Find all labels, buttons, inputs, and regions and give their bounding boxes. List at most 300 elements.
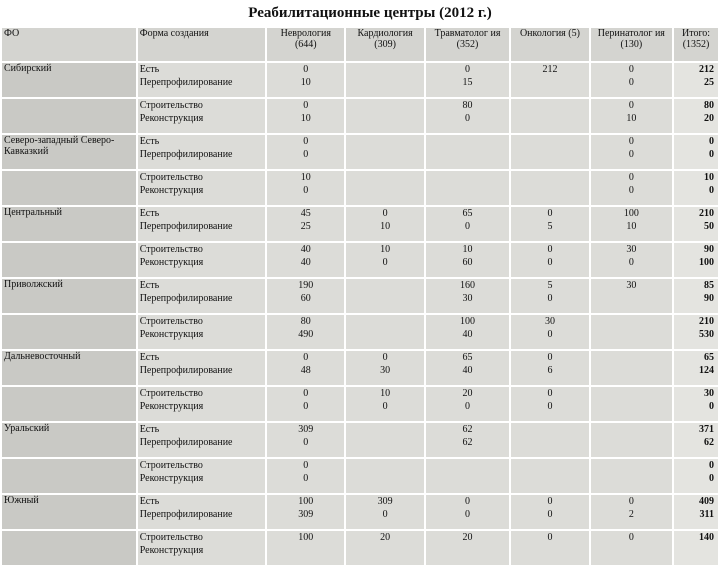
cell-form: [138, 495, 265, 529]
cell-perinatology: [591, 63, 672, 97]
value: 10: [626, 113, 637, 124]
cell-total: [674, 279, 718, 313]
value: [513, 423, 586, 436]
value: 60: [462, 257, 473, 268]
header-cardiology: Кардиология (309): [346, 28, 423, 61]
value: 40: [462, 329, 473, 340]
value: 2: [628, 509, 634, 520]
cell-neurology: [267, 351, 344, 385]
cell-perinatology: [591, 495, 672, 529]
table-row: [2, 135, 718, 169]
form-line: Есть: [139, 280, 160, 291]
cell-cardiology: [346, 99, 423, 133]
cell-total: [674, 207, 718, 241]
value: 0: [303, 352, 309, 363]
cell-oncology: [511, 99, 588, 133]
cell-fo: [2, 387, 136, 421]
table-row: [2, 63, 718, 97]
value: 309: [377, 496, 393, 507]
value: 60: [300, 293, 311, 304]
value: 212: [542, 64, 558, 75]
value: 30: [626, 280, 637, 291]
value: [348, 423, 421, 436]
total-value: 65: [704, 352, 714, 363]
table-row: [2, 459, 718, 493]
table-row: [2, 423, 718, 457]
value: [348, 459, 421, 472]
table-row: [2, 495, 718, 529]
cell-form: [138, 243, 265, 277]
cell-fo: [2, 99, 136, 133]
form-line: Реконструкция: [139, 185, 204, 196]
form-line: Перепрофилирование: [139, 77, 233, 88]
value: [428, 135, 508, 148]
value: [348, 148, 421, 161]
cell-traumatology: [426, 279, 510, 313]
cell-traumatology: [426, 459, 510, 493]
form-line: Перепрофилирование: [139, 293, 233, 304]
value: 0: [628, 64, 634, 75]
value: 0: [303, 64, 309, 75]
cell-total: [674, 387, 718, 421]
cell-fo: Сибирский: [2, 63, 136, 97]
cell-fo: Приволжский: [2, 279, 136, 313]
cell-oncology: [511, 135, 588, 169]
cell-cardiology: [346, 531, 423, 565]
form-line: Перепрофилирование: [139, 149, 233, 160]
total-value: 85: [704, 280, 714, 291]
cell-traumatology: [426, 171, 510, 205]
value: 0: [465, 401, 471, 412]
cell-perinatology: [591, 531, 672, 565]
total-value: 530: [699, 329, 714, 340]
value: 30: [626, 244, 637, 255]
value: 40: [300, 244, 311, 255]
value: 0: [303, 149, 309, 160]
value: 0: [303, 136, 309, 147]
header-oncology: Онкология (5): [511, 28, 588, 61]
value: 20: [462, 388, 473, 399]
value: 62: [462, 424, 473, 435]
cell-form: [138, 531, 265, 565]
total-value: 50: [704, 221, 714, 232]
value: 0: [303, 437, 309, 448]
value: 45: [300, 208, 311, 219]
value: 80: [300, 316, 311, 327]
value: 0: [382, 208, 388, 219]
cell-oncology: [511, 63, 588, 97]
value: 5: [547, 221, 553, 232]
total-value: 210: [699, 316, 714, 327]
value: 0: [628, 136, 634, 147]
value: [348, 315, 421, 328]
value: [348, 76, 421, 89]
cell-fo: Дальневосточный: [2, 351, 136, 385]
form-line: Есть: [139, 496, 160, 507]
value: 20: [380, 532, 391, 543]
header-total: Итого: (1352): [674, 28, 718, 61]
cell-fo: Уральский: [2, 423, 136, 457]
value: [593, 436, 670, 449]
value: [593, 544, 670, 557]
value: 0: [303, 388, 309, 399]
cell-cardiology: [346, 63, 423, 97]
cell-cardiology: [346, 135, 423, 169]
value: [593, 315, 670, 328]
header-traumatology: Травматолог ия (352): [426, 28, 510, 61]
total-value: 371: [699, 424, 714, 435]
table-row: [2, 531, 718, 565]
value: 0: [465, 64, 471, 75]
cell-total: [674, 315, 718, 349]
table-row: [2, 279, 718, 313]
cell-form: [138, 63, 265, 97]
value: 0: [547, 208, 553, 219]
total-value: 25: [704, 77, 714, 88]
header-fo: ФО: [2, 28, 136, 61]
total-value: 0: [709, 460, 714, 471]
value: 10: [380, 388, 391, 399]
value: 30: [380, 365, 391, 376]
cell-perinatology: [591, 135, 672, 169]
value: 0: [547, 293, 553, 304]
value: [428, 472, 508, 485]
cell-cardiology: [346, 171, 423, 205]
total-value: 62: [704, 437, 714, 448]
value: 30: [462, 293, 473, 304]
cell-fo: [2, 243, 136, 277]
value: 0: [628, 77, 634, 88]
table-row: [2, 315, 718, 349]
cell-total: [674, 63, 718, 97]
total-value: 80: [704, 100, 714, 111]
value: 10: [380, 221, 391, 232]
cell-total: [674, 171, 718, 205]
cell-traumatology: [426, 387, 510, 421]
value: 100: [298, 532, 314, 543]
value: [513, 472, 586, 485]
value: 100: [623, 208, 639, 219]
form-line: Есть: [139, 64, 160, 75]
header-row: [2, 28, 718, 61]
header-form: Форма создания: [138, 28, 265, 61]
value: [348, 184, 421, 197]
value: 10: [462, 244, 473, 255]
value: 15: [462, 77, 473, 88]
value: 0: [303, 401, 309, 412]
value: 100: [460, 316, 476, 327]
value: 80: [462, 100, 473, 111]
value: [348, 112, 421, 125]
value: 0: [547, 509, 553, 520]
cell-cardiology: [346, 387, 423, 421]
header-perinatology: Перинатолог ия (130): [591, 28, 672, 61]
cell-perinatology: [591, 207, 672, 241]
form-line: Строительство: [139, 172, 203, 183]
value: [513, 112, 586, 125]
total-value: 124: [699, 365, 714, 376]
value: 0: [382, 401, 388, 412]
cell-perinatology: [591, 351, 672, 385]
value: [348, 99, 421, 112]
value: [428, 171, 508, 184]
value: [513, 99, 586, 112]
cell-total: [674, 99, 718, 133]
cell-fo: [2, 459, 136, 493]
value: 10: [300, 113, 311, 124]
cell-neurology: [267, 315, 344, 349]
total-value: 212: [699, 64, 714, 75]
value: 0: [303, 460, 309, 471]
form-line: Реконструкция: [139, 329, 204, 340]
cell-traumatology: [426, 63, 510, 97]
table-row: [2, 351, 718, 385]
cell-form: [138, 279, 265, 313]
cell-oncology: [511, 279, 588, 313]
cell-traumatology: [426, 135, 510, 169]
cell-oncology: [511, 495, 588, 529]
value: 0: [547, 388, 553, 399]
cell-perinatology: [591, 279, 672, 313]
value: 62: [462, 437, 473, 448]
value: [593, 400, 670, 413]
value: [428, 148, 508, 161]
cell-cardiology: [346, 243, 423, 277]
value: 6: [547, 365, 553, 376]
value: [348, 171, 421, 184]
value: [513, 148, 586, 161]
form-line: Перепрофилирование: [139, 221, 233, 232]
form-line: Реконструкция: [139, 257, 204, 268]
value: 40: [300, 257, 311, 268]
value: 0: [303, 185, 309, 196]
value: 0: [303, 100, 309, 111]
form-line: Строительство: [139, 532, 203, 543]
cell-form: [138, 171, 265, 205]
form-line: Строительство: [139, 244, 203, 255]
cell-neurology: [267, 387, 344, 421]
total-value: 0: [709, 401, 714, 412]
cell-cardiology: [346, 459, 423, 493]
value: [348, 544, 421, 557]
cell-form: [138, 135, 265, 169]
cell-neurology: [267, 495, 344, 529]
value: [593, 328, 670, 341]
cell-neurology: [267, 171, 344, 205]
form-line: Реконструкция: [139, 473, 204, 484]
cell-oncology: [511, 387, 588, 421]
total-value: 10: [704, 172, 714, 183]
cell-traumatology: [426, 351, 510, 385]
value: 25: [300, 221, 311, 232]
value: [513, 135, 586, 148]
value: [593, 387, 670, 400]
table-row: [2, 99, 718, 133]
value: [593, 459, 670, 472]
total-value: 140: [699, 532, 714, 543]
value: [593, 364, 670, 377]
form-line: Есть: [139, 136, 160, 147]
total-value: 0: [709, 473, 714, 484]
total-value: 0: [709, 185, 714, 196]
value: [348, 135, 421, 148]
value: 190: [298, 280, 314, 291]
value: 0: [382, 257, 388, 268]
cell-neurology: [267, 459, 344, 493]
cell-traumatology: [426, 423, 510, 457]
value: 0: [303, 473, 309, 484]
value: 65: [462, 208, 473, 219]
form-line: Реконструкция: [139, 401, 204, 412]
cell-cardiology: [346, 315, 423, 349]
value: [513, 171, 586, 184]
cell-neurology: [267, 531, 344, 565]
total-value: [676, 544, 714, 557]
form-line: Реконструкция: [139, 113, 204, 124]
value: 10: [380, 244, 391, 255]
form-line: Строительство: [139, 100, 203, 111]
cell-neurology: [267, 279, 344, 313]
cell-total: [674, 243, 718, 277]
cell-cardiology: [346, 351, 423, 385]
value: 0: [547, 352, 553, 363]
total-value: 210: [699, 208, 714, 219]
value: [513, 459, 586, 472]
form-line: Перепрофилирование: [139, 509, 233, 520]
cell-oncology: [511, 207, 588, 241]
value: 0: [547, 257, 553, 268]
total-value: 90: [704, 293, 714, 304]
table-row: [2, 387, 718, 421]
value: 0: [547, 401, 553, 412]
cell-perinatology: [591, 243, 672, 277]
value: [269, 544, 342, 557]
cell-total: [674, 135, 718, 169]
cell-form: [138, 459, 265, 493]
value: [428, 459, 508, 472]
value: [593, 351, 670, 364]
table-row: [2, 171, 718, 205]
cell-neurology: [267, 99, 344, 133]
cell-oncology: [511, 459, 588, 493]
cell-traumatology: [426, 531, 510, 565]
value: 309: [298, 424, 314, 435]
value: 0: [628, 100, 634, 111]
total-value: 0: [709, 149, 714, 160]
cell-total: [674, 495, 718, 529]
cell-traumatology: [426, 207, 510, 241]
cell-fo: [2, 531, 136, 565]
cell-oncology: [511, 351, 588, 385]
value: 0: [465, 113, 471, 124]
cell-perinatology: [591, 459, 672, 493]
value: 0: [382, 509, 388, 520]
value: 30: [544, 316, 555, 327]
value: 0: [547, 532, 553, 543]
cell-fo: [2, 315, 136, 349]
value: 160: [460, 280, 476, 291]
value: [513, 184, 586, 197]
value: 0: [628, 496, 634, 507]
cell-neurology: [267, 243, 344, 277]
value: [593, 292, 670, 305]
cell-form: [138, 423, 265, 457]
cell-fo: [2, 171, 136, 205]
form-line: Строительство: [139, 388, 203, 399]
value: 0: [547, 244, 553, 255]
cell-oncology: [511, 315, 588, 349]
cell-perinatology: [591, 423, 672, 457]
value: 0: [628, 185, 634, 196]
cell-traumatology: [426, 99, 510, 133]
value: 0: [628, 532, 634, 543]
total-value: 30: [704, 388, 714, 399]
value: 5: [547, 280, 553, 291]
value: 20: [462, 532, 473, 543]
form-line: Есть: [139, 424, 160, 435]
cell-form: [138, 387, 265, 421]
value: [348, 328, 421, 341]
header-neurology: Неврология (644): [267, 28, 344, 61]
value: 10: [300, 172, 311, 183]
cell-fo: Центральный: [2, 207, 136, 241]
total-value: 100: [699, 257, 714, 268]
value: 0: [628, 149, 634, 160]
value: 10: [626, 221, 637, 232]
table-row: [2, 243, 718, 277]
value: 0: [628, 172, 634, 183]
cell-fo: Северо-западный Северо-Кавказкий: [2, 135, 136, 169]
form-line: Перепрофилирование: [139, 365, 233, 376]
form-line: Реконструкция: [139, 545, 204, 556]
total-value: 90: [704, 244, 714, 255]
cell-oncology: [511, 171, 588, 205]
cell-total: [674, 423, 718, 457]
value: [513, 436, 586, 449]
value: 0: [465, 221, 471, 232]
form-line: Есть: [139, 352, 160, 363]
value: 0: [547, 496, 553, 507]
cell-form: [138, 207, 265, 241]
cell-perinatology: [591, 171, 672, 205]
value: [513, 544, 586, 557]
cell-neurology: [267, 63, 344, 97]
value: 0: [465, 496, 471, 507]
page-title: Реабилитационные центры (2012 г.): [248, 5, 492, 21]
table-row: [2, 207, 718, 241]
form-line: Перепрофилирование: [139, 437, 233, 448]
value: [348, 436, 421, 449]
cell-cardiology: [346, 279, 423, 313]
value: 309: [298, 509, 314, 520]
value: [513, 76, 586, 89]
rehab-centers-table: [0, 26, 720, 567]
cell-total: [674, 351, 718, 385]
cell-oncology: [511, 243, 588, 277]
form-line: Есть: [139, 208, 160, 219]
value: [593, 472, 670, 485]
cell-form: [138, 99, 265, 133]
value: 0: [628, 257, 634, 268]
cell-perinatology: [591, 315, 672, 349]
cell-cardiology: [346, 207, 423, 241]
cell-total: [674, 531, 718, 565]
value: [348, 63, 421, 76]
form-line: Строительство: [139, 316, 203, 327]
cell-traumatology: [426, 243, 510, 277]
total-value: 409: [699, 496, 714, 507]
cell-form: [138, 315, 265, 349]
